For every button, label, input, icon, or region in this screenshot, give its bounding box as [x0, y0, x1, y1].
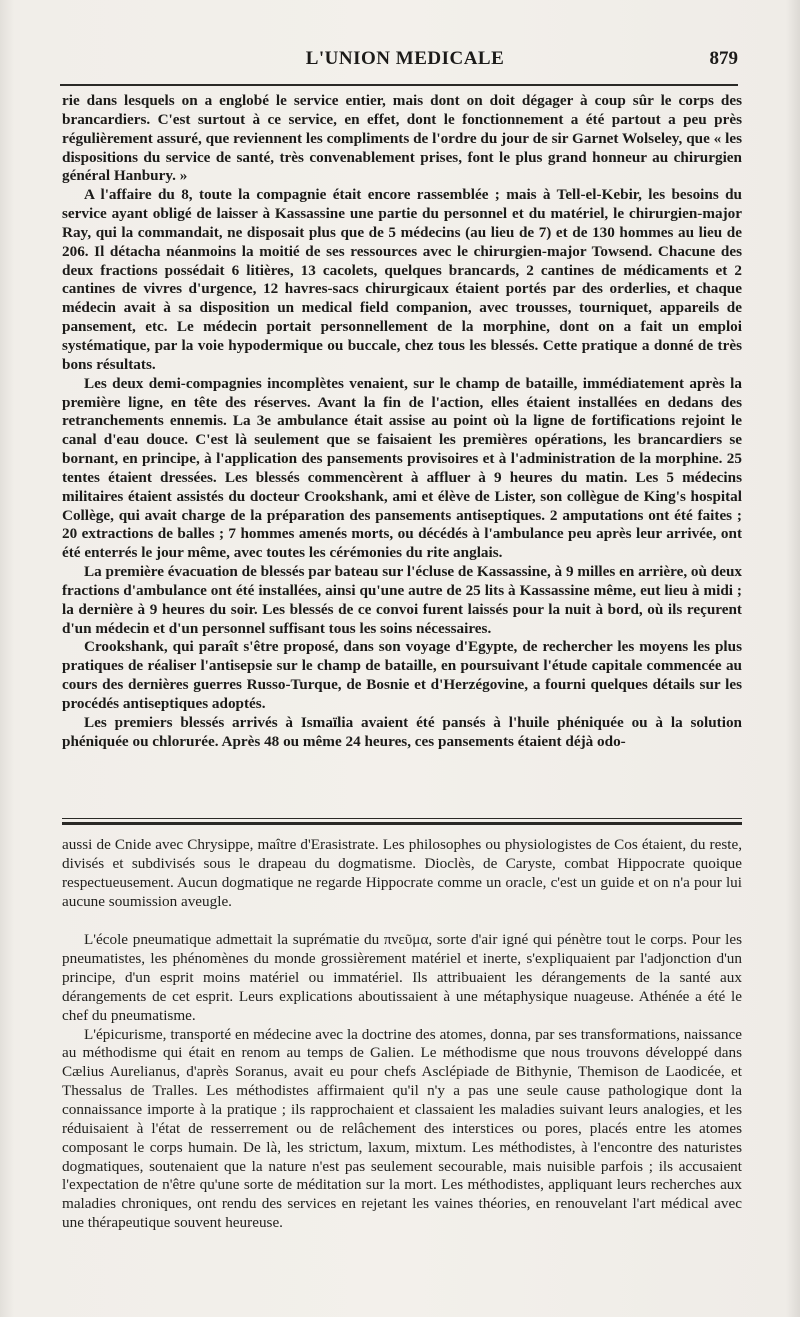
feuilleton-section — [62, 836, 742, 1233]
feuilleton-paragraph-2: L'école pneumatique admettait la suprématie du πνεῦμα, sorte d'air igné qui pénètre tout le corps. Pour les pneumatistes, les phénomènes du monde grossièrement matériel et inerte, s'expliquaient par l'adjonction d'un principe, d'un esprit moins matériel ou immatériel. Ils attribuaient les dérangements de la santé aux dérangements de cet esprit. Leurs explications aboutissaient à une métaphysique nuageuse. Athénée a été le chef du pneumatisme. — [62, 931, 742, 1024]
feuilleton-rule-thin — [62, 818, 742, 819]
article-paragraph-1: rie dans lesquels on a englobé le service entier, mais dont on doit dégager à coup sûr le corps des brancardiers. C'est surtout à ce service, en effet, dont le fonctionnement a été partout a peu près régulièrement assuré, que reviennent les compliments de l'ordre du jour de sir Garnet Wolseley, que « les dispositions du service de santé, très convenablement prises, font le plus grand honneur au chirurgien général Hanbury. » — [62, 92, 742, 185]
feuilleton-paragraph-1: aussi de Cnide avec Chrysippe, maître d'Erasistrate. Les philosophes ou physiologistes de Cos étaient, du reste, divisés et subdivisés sous le drapeau du dogmatisme. Dioclès, de Caryste, combat Hippocrate quoique respectueusement. Aucun dogmatique ne regarde Hippocrate comme un oracle, c'est un guide et on n'a pour lui aucune soumission aveugle. — [62, 836, 742, 910]
feuilleton-rule-thick — [62, 822, 742, 825]
article-paragraph-6: Les premiers blessés arrivés à Ismaïlia avaient été pansés à l'huile phéniquée ou à la solution phéniquée ou chlorurée. Après 48 ou même 24 heures, ces pansements étaient déjà odo- — [62, 713, 742, 750]
article-body — [62, 92, 742, 752]
article-paragraph-4: La première évacuation de blessés par bateau sur l'écluse de Kassassine, à 9 milles en arrière, où deux fractions d'ambulance ont été installées, ainsi qu'une autre de 25 lits à Kassassine même, eut lieu à midi ; la dernière à 9 heures du soir. Les blessés de ce convoi furent laissés pour la nuit à bord, où ils reçurent d'un médecin et d'un personnel suffisant tous les soins nécessaires. — [62, 563, 742, 637]
feuilleton-paragraph-3: L'épicurisme, transporté en médecine avec la doctrine des atomes, donna, par ses transformations, naissance au méthodisme qui était en renom au temps de Galien. Le méthodisme que nous trouvons développé dans Cælius Aurelianus, d'après Soranus, avait eu pour chefs Asclépiade de Bithynie, Themison de Laodicée, et Thessalus de Tralles. Les méthodistes affirmaient qu'il n'y a pas une seule cause pathologique dont la connaissance importe à la pratique ; ils rapprochaient et classaient les maladies suivant leurs analogies, et les réduisaient à l'état de resserrement ou de relâchement des interstices ou pores, placés entre les atomes composant le corps humain. De là, les strictum, laxum, mixtum. Les méthodistes, à l'encontre des naturistes dogmatiques, soutenaient que la nature n'est pas seulement secourable, mais nuisible parfois ; ils accusaient l'expectation de n'être qu'une sorte de méditation sur la mort. Les méthodistes, appliquant leurs recherches aux maladies chroniques, ont rendu des services en rejetant les vaines théories, en renouvelant l'art médical avec une thérapeutique souvent heureuse. — [62, 1025, 742, 1232]
paragraph-gap — [62, 911, 742, 931]
header-rule — [60, 84, 738, 86]
article-paragraph-5: Crookshank, qui paraît s'être proposé, dans son voyage d'Egypte, de rechercher les moyens les plus pratiques de réaliser l'antisepsie sur le champ de bataille, en poursuivant l'étude capitale commencée au cours des dernières guerres Russo-Turque, de Bosnie et d'Herzégovine, a fourni quelques détails sur les procédés antiseptiques adoptés. — [62, 638, 742, 712]
running-title: L'UNION MEDICALE — [305, 48, 505, 69]
article-paragraph-2: A l'affaire du 8, toute la compagnie était encore rassemblée ; mais à Tell-el-Kebir, les besoins du service ayant obligé de laisser à Kassassine une partie du personnel et du matériel, le chirurgien-major Ray, qui la commandait, ne disposait plus que de 5 médecins (au lieu de 7) et de 130 hommes au lieu de 206. Il détacha néanmoins la moitié de ses ressources avec le chirurgien-major Towsend. Chacune des deux fractions possédait 6 litières, 13 cacolets, quelques brancards, 2 cantines de médicaments et 2 cantines de vivres d'urgence, 12 havres-sacs chirurgicaux étaient portés par des orderlies, et chaque médecin avait à sa disposition un medical field companion, avec trousses, tourniquet, appareils de pansement, etc. Le médecin portait personnellement de la morphine, dont on a fait un emploi systématique, par la voie hypodermique ou buccale, chez tous les blessés. Cette pratique a donné de très bons résultats. — [62, 186, 742, 373]
page-header — [60, 48, 750, 78]
article-paragraph-3: Les deux demi-compagnies incomplètes venaient, sur le champ de bataille, immédiatement après la première ligne, en tête des réserves. Avant la fin de l'action, elles étaient installées en dedans des retranchements ennemis. La 3e ambulance était assise au point où la ligne de fortifications rejoint le canal d'eau douce. C'est là seulement que se faisaient les premières opérations, les brancardiers se bornant, en principe, à l'application des pansements provisoires et à l'administration de la morphine. 25 tentes étaient dressées. Les blessés commencèrent à affluer à 9 heures du matin. Les 5 médecins militaires étaient assistés du docteur Crookshank, ami et élève de Lister, son collègue de King's hospital Collège, qui avait charge de la préparation des pansements antiseptiques. 2 amputations ont été faites ; 20 extractions de balles ; 7 hommes amenés morts, ou décédés à l'ambulance peu après leur arrivée, ont été enterrés le jour même, avec toutes les cérémonies du rite anglais. — [62, 374, 742, 562]
page-number: 879 — [709, 48, 738, 69]
